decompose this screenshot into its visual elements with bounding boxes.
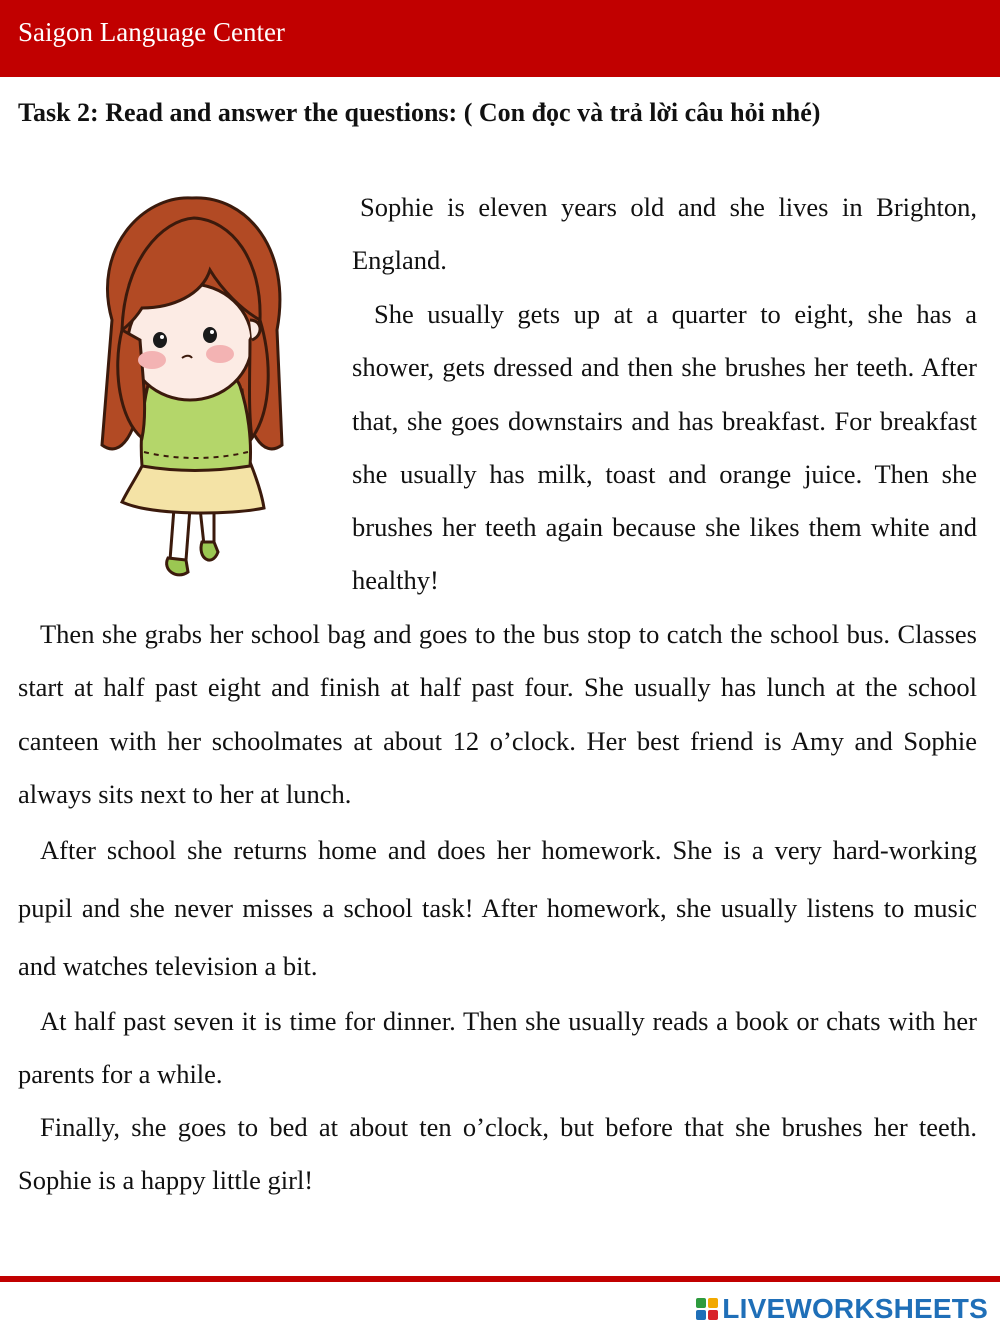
reading-paragraph-2	[352, 288, 977, 608]
liveworksheets-logo-icon	[696, 1298, 718, 1320]
task-heading: Task 2: Read and answer the questions: ( Con đọc và trả lời câu hỏi nhé)	[18, 98, 821, 127]
reading-paragraph-6	[18, 1101, 977, 1208]
header-bar	[0, 0, 1000, 77]
reading-paragraph-5	[18, 995, 977, 1102]
reading-text-2: She usually gets up at a quarter to eight, she has a shower, gets dressed and then she brushes her teeth. After that, she goes downstairs and has breakfast. For breakfast she usually has milk, toast and orange juice. Then she brushes her teeth again because she likes them white and healthy!	[352, 299, 977, 596]
reading-text-6: Finally, she goes to bed at about ten o’clock, but before that she brushes her teeth. Sophie is a happy little girl!	[18, 1112, 977, 1196]
reading-text-5: At half past seven it is time for dinner. Then she usually reads a book or chats with her parents for a while.	[18, 1006, 977, 1090]
girl-illustration	[82, 190, 302, 585]
footer-divider	[0, 1276, 1000, 1282]
reading-paragraph-1	[352, 181, 977, 288]
header-title: Saigon Language Center	[18, 17, 285, 47]
reading-paragraph-4	[18, 821, 977, 995]
reading-text-3: Then she grabs her school bag and goes to the bus stop to catch the school bus. Classes start at half past eight and finish at half past four. She usually has lunch at the school canteen with her schoolmates at about 12 o’clock. Her best friend is Amy and Sophie always sits next to her at lunch.	[18, 619, 977, 809]
liveworksheets-logo[interactable]	[696, 1290, 988, 1328]
reading-text-1: Sophie is eleven years old and she lives in Brighton, England.	[352, 192, 977, 276]
liveworksheets-logo-text: LIVEWORKSHEETS	[722, 1293, 988, 1324]
reading-text-4: After school she returns home and does her homework. She is a very hard-working pupil and she never misses a school task! After homework, she usually listens to music and watches television a bit.	[18, 835, 977, 981]
reading-paragraph-3	[18, 608, 977, 821]
